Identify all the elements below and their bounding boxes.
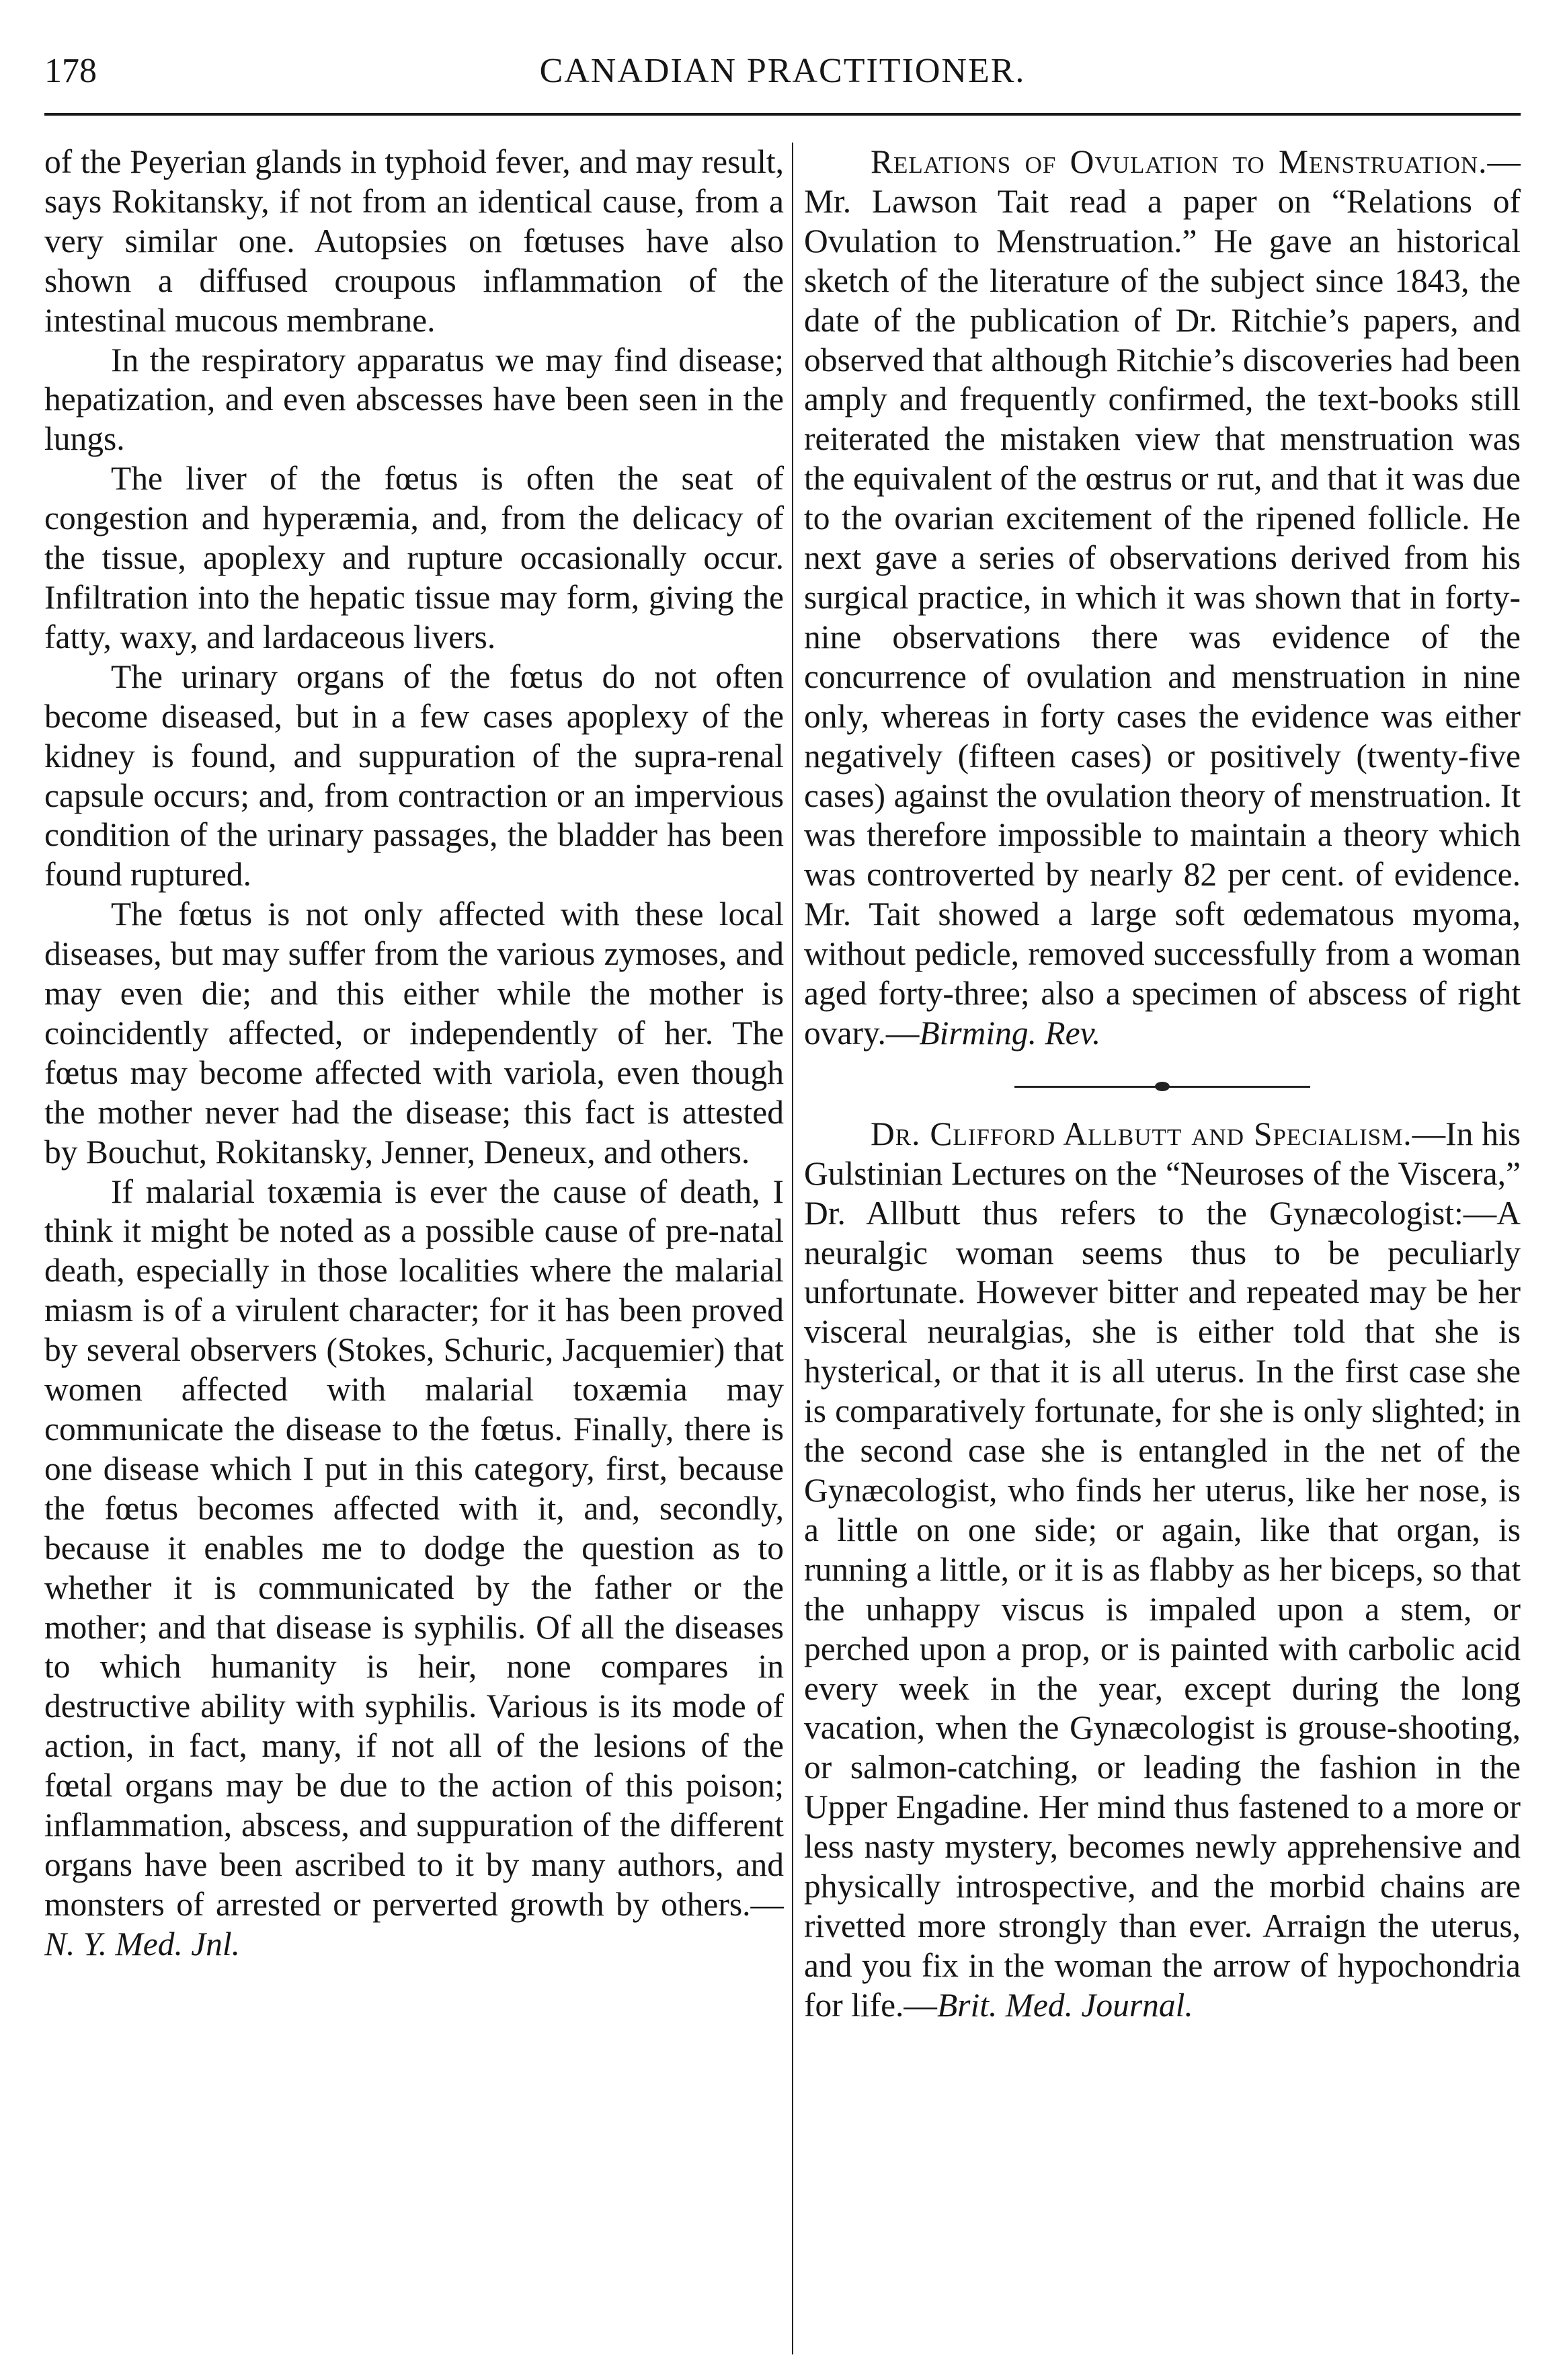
column-divider (792, 143, 793, 2354)
left-paragraph-1: of the Peyerian glands in typhoid fever, and may result, says Rokitansky, if not from an identical cause, from a very similar one. Autopsies on fœtuses have also shown a diffused croupous inflammation of the intestinal mucous membrane. (44, 143, 784, 339)
right-column (804, 143, 1521, 2354)
left-source: N. Y. Med. Jnl. (44, 1925, 241, 1962)
left-column (44, 143, 784, 2354)
left-paragraph-5: The fœtus is not only affected with these local diseases, but may suffer from the various zymoses, and may even die; and this either while the mother is coincidently affected, or independently of her. The fœtus may become affected with variola, even though the mother never had the disease; this fact is attested by Bouchut, Rokitansky, Jenner, Deneux, and others. (44, 896, 784, 1171)
divider-ornament (1155, 1082, 1170, 1091)
article-allbutt-source: Brit. Med. Journal. (936, 1986, 1193, 2024)
article-ovulation (804, 143, 1521, 1054)
article-allbutt-body: —In his Gulstinian Lectures on the “Neuroses of the Viscera,” Dr. Allbutt thus refers to the Gynæcologist:—A neuralgic woman seems thus to be peculiarly unfortunate. However bitter and repeated may be her visceral neuralgias, she is either told that she is hysterical, or that it is all uterus. In the first case she is comparatively fortunate, for she is only slighted; in the second case she is entangled in the net of the Gynæcologist, who finds her uterus, like her nose, is a little on one side; or again, like that organ, is running a little, or it is as flabby as her biceps, so that the unhappy viscus is impaled upon a stem, or perched upon a prop, or is painted with carbolic acid every week in the year, except during the long vacation, when the Gynæcologist is grouse-shooting, or salmon-catching, or leading the fashion in the Upper Engadine. Her mind thus fastened to a more or less nasty mystery, becomes newly apprehensive and physically introspective, and the morbid chains are rivetted more strongly than ever. Arraign the uterus, and you fix in the woman the arrow of hypochondria for life.— (804, 1115, 1521, 2024)
left-paragraph-3: The liver of the fœtus is often the seat of congestion and hyperæmia, and, from the delicacy of the tissue, apoplexy and rupture occasionally occur. Infiltration into the hepatic tissue may form, giving the fatty, waxy, and lardaceous livers. (44, 460, 784, 656)
page-number: 178 (44, 52, 97, 90)
article-ovulation-source: Birming. Rev. (919, 1014, 1101, 1052)
article-allbutt (804, 1115, 1521, 2026)
header-rule (44, 113, 1521, 116)
article-ovulation-body: —Mr. Lawson Tait read a paper on “Relations of Ovulation to Menstruation.” He gave an historical sketch of the literature of the subject since 1843, the date of the publication of Dr. Ritchie’s papers, and observed that although Ritchie’s discoveries had been amply and frequently confirmed, the text-books still reiterated the mistaken view that menstruation was the equivalent of the œstrus or rut, and that it was due to the ovarian excitement of the ripened follicle. He next gave a series of observations derived from his surgical practice, in which it was shown that in forty-nine observations there was evidence of the concurrence of ovulation and menstruation in nine only, whereas in forty cases the evidence was either negatively (fifteen cases) or positively (twenty-five cases) against the ovulation theory of menstruation. It was therefore impossible to maintain a theory which was controverted by nearly 82 per cent. of evidence. Mr. Tait showed a large soft œdematous myoma, without pedicle, removed successfully from a woman aged forty-three; also a specimen of abscess of right ovary.— (804, 143, 1521, 1052)
section-divider (1014, 1086, 1310, 1088)
left-paragraph-6-text: If malarial toxæmia is ever the cause of death, I think it might be noted as a possible cause of pre-natal death, especially in those localities where the malarial miasm is of a virulent character; for it has been proved by several observers (Stokes, Schuric, Jacquemier) that women affected with malarial toxæmia may communicate the disease to the fœtus. Finally, there is one disease which I put in this category, first, because the fœtus becomes affected with it, and, secondly, because it enables me to dodge the question as to whether it is communicated by the father or the mother; and that disease is syphilis. Of all the diseases to which humanity is heir, none compares in destructive ability with syphilis. Various is its mode of action, in fact, many, if not all of the lesions of the fœtal organs may be due to the action of this poison; inflammation, abscess, and suppuration of the different organs have been ascribed to it by many authors, and monsters of arrested or perverted growth by others.— (44, 1173, 784, 1923)
running-title: CANADIAN PRACTITIONER. (539, 52, 1026, 90)
page-header (44, 47, 1521, 95)
left-paragraph-6 (44, 1173, 784, 1965)
article-ovulation-heading: Relations of Ovulation to Menstruation. (871, 143, 1488, 180)
left-paragraph-4: The urinary organs of the fœtus do not often become diseased, but in a few cases apoplexy of the kidney is found, and suppuration of the supra-renal capsule occurs; and, from contraction or an impervious condition of the urinary passages, the bladder has been found ruptured. (44, 658, 784, 894)
left-paragraph-2: In the respiratory apparatus we may find disease; hepatization, and even abscesses have been seen in the lungs. (44, 341, 784, 458)
article-allbutt-heading: Dr. Clifford Allbutt and Specialism. (871, 1115, 1412, 1152)
